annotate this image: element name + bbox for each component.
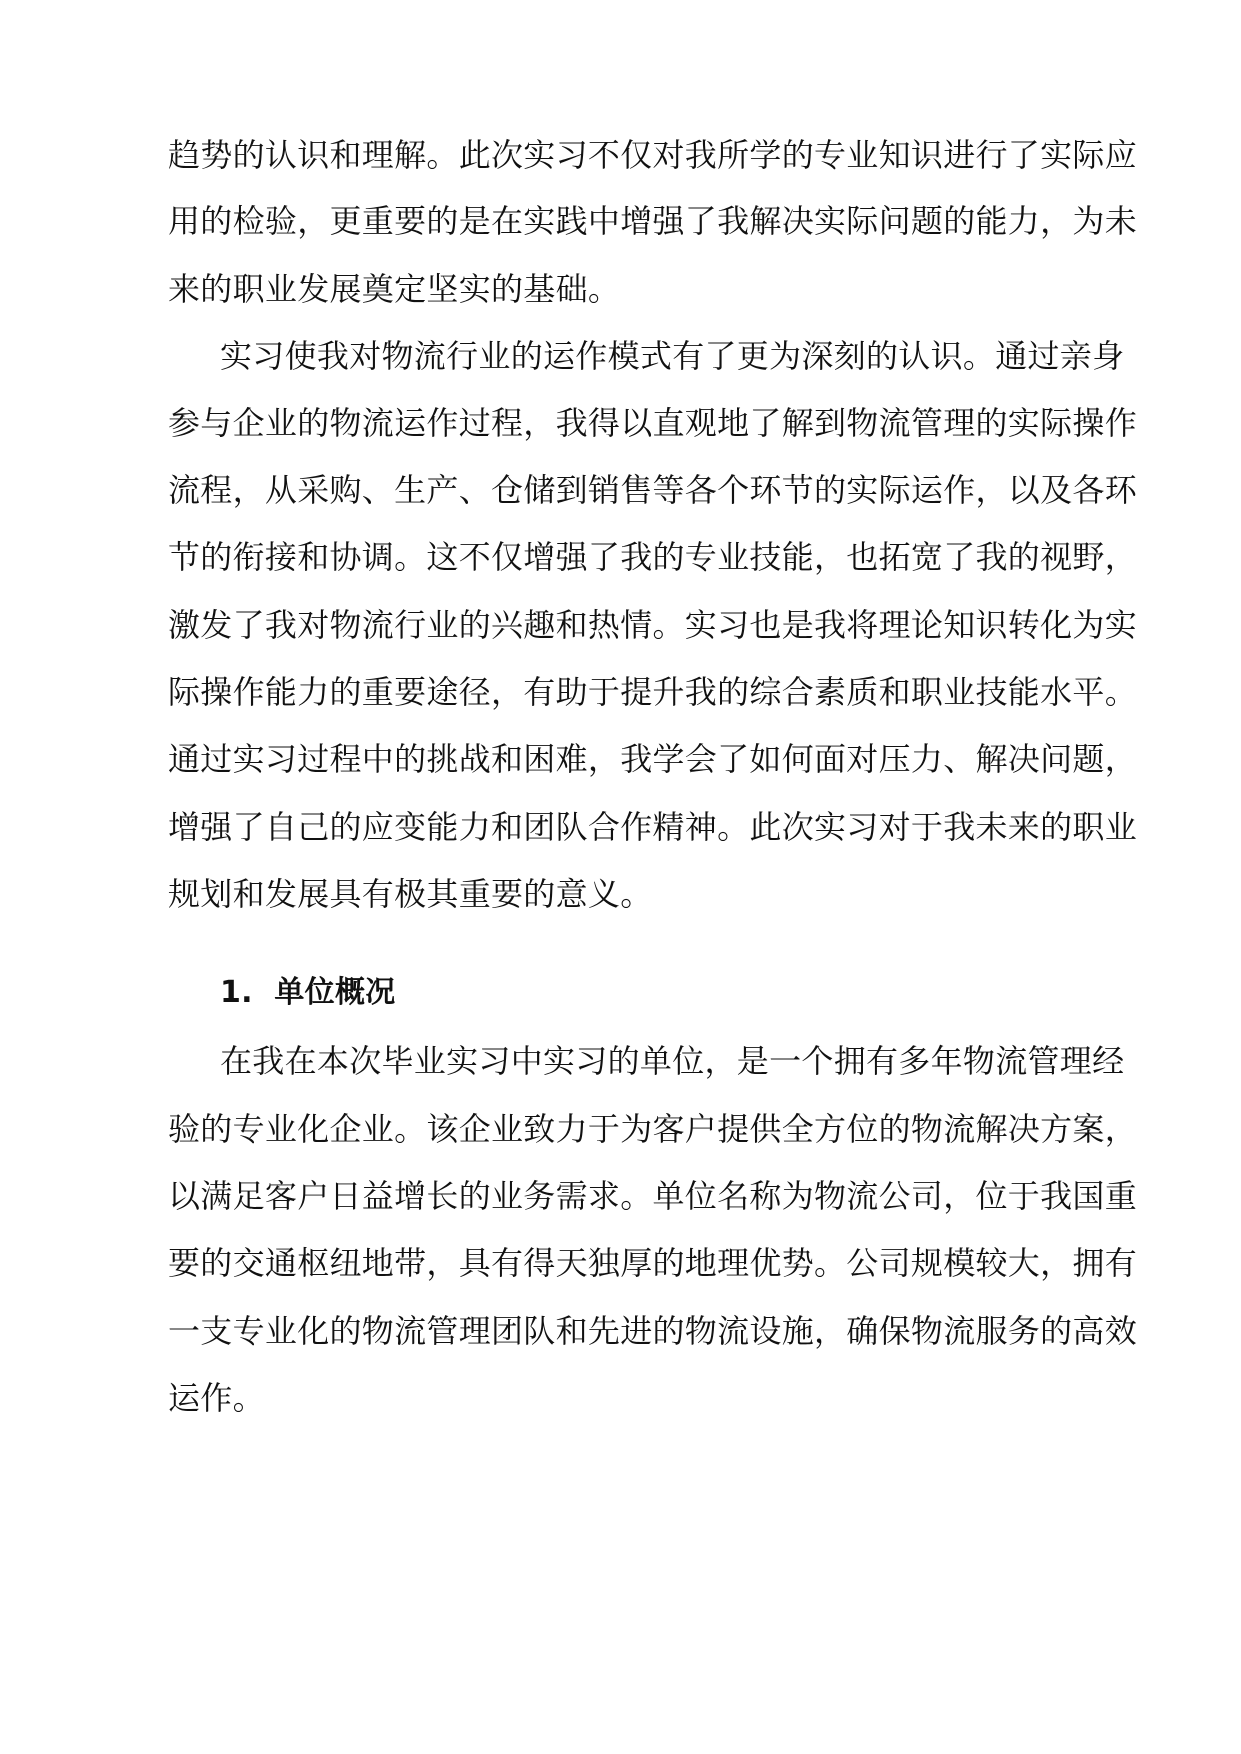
paragraph-2-line-3: 流程，从采购、生产、仓储到销售等各个环节的实际运作，以及各环	[168, 471, 1138, 509]
paragraph-3-line-3: 以满足客户日益增长的业务需求。单位名称为物流公司，位于我国重	[168, 1177, 1138, 1215]
section-heading: 1. 单位概况	[220, 975, 396, 1010]
paragraph-2-line-1: 实习使我对物流行业的运作模式有了更为深刻的认识。通过亲身	[220, 337, 1125, 375]
paragraph-2-line-7: 通过实习过程中的挑战和困难，我学会了如何面对压力、解决问题，	[168, 740, 1138, 778]
paragraph-1-line-3: 来的职业发展奠定坚实的基础。	[168, 270, 621, 308]
paragraph-1-line-1: 趋势的认识和理解。此次实习不仅对我所学的专业知识进行了实际应	[168, 136, 1138, 174]
paragraph-2-line-2: 参与企业的物流运作过程，我得以直观地了解到物流管理的实际操作	[168, 404, 1138, 442]
paragraph-2-line-9: 规划和发展具有极其重要的意义。	[168, 875, 653, 913]
paragraph-1-line-2: 用的检验，更重要的是在实践中增强了我解决实际问题的能力，为未	[168, 202, 1138, 240]
paragraph-3-line-5: 一支专业化的物流管理团队和先进的物流设施，确保物流服务的高效	[168, 1312, 1138, 1350]
paragraph-2-line-6: 际操作能力的重要途径，有助于提升我的综合素质和职业技能水平。	[168, 673, 1138, 711]
paragraph-3-line-6: 运作。	[168, 1379, 265, 1417]
paragraph-2-line-5: 激发了我对物流行业的兴趣和热情。实习也是我将理论知识转化为实	[168, 606, 1138, 644]
paragraph-3-line-2: 验的专业化企业。该企业致力于为客户提供全方位的物流解决方案，	[168, 1110, 1138, 1148]
paragraph-3-line-4: 要的交通枢纽地带，具有得天独厚的地理优势。公司规模较大，拥有	[168, 1244, 1138, 1282]
paragraph-2-line-8: 增强了自己的应变能力和团队合作精神。此次实习对于我未来的职业	[168, 808, 1138, 846]
paragraph-2-line-4: 节的衔接和协调。这不仅增强了我的专业技能，也拓宽了我的视野，	[168, 538, 1138, 576]
paragraph-3-line-1: 在我在本次毕业实习中实习的单位，是一个拥有多年物流管理经	[220, 1042, 1125, 1080]
